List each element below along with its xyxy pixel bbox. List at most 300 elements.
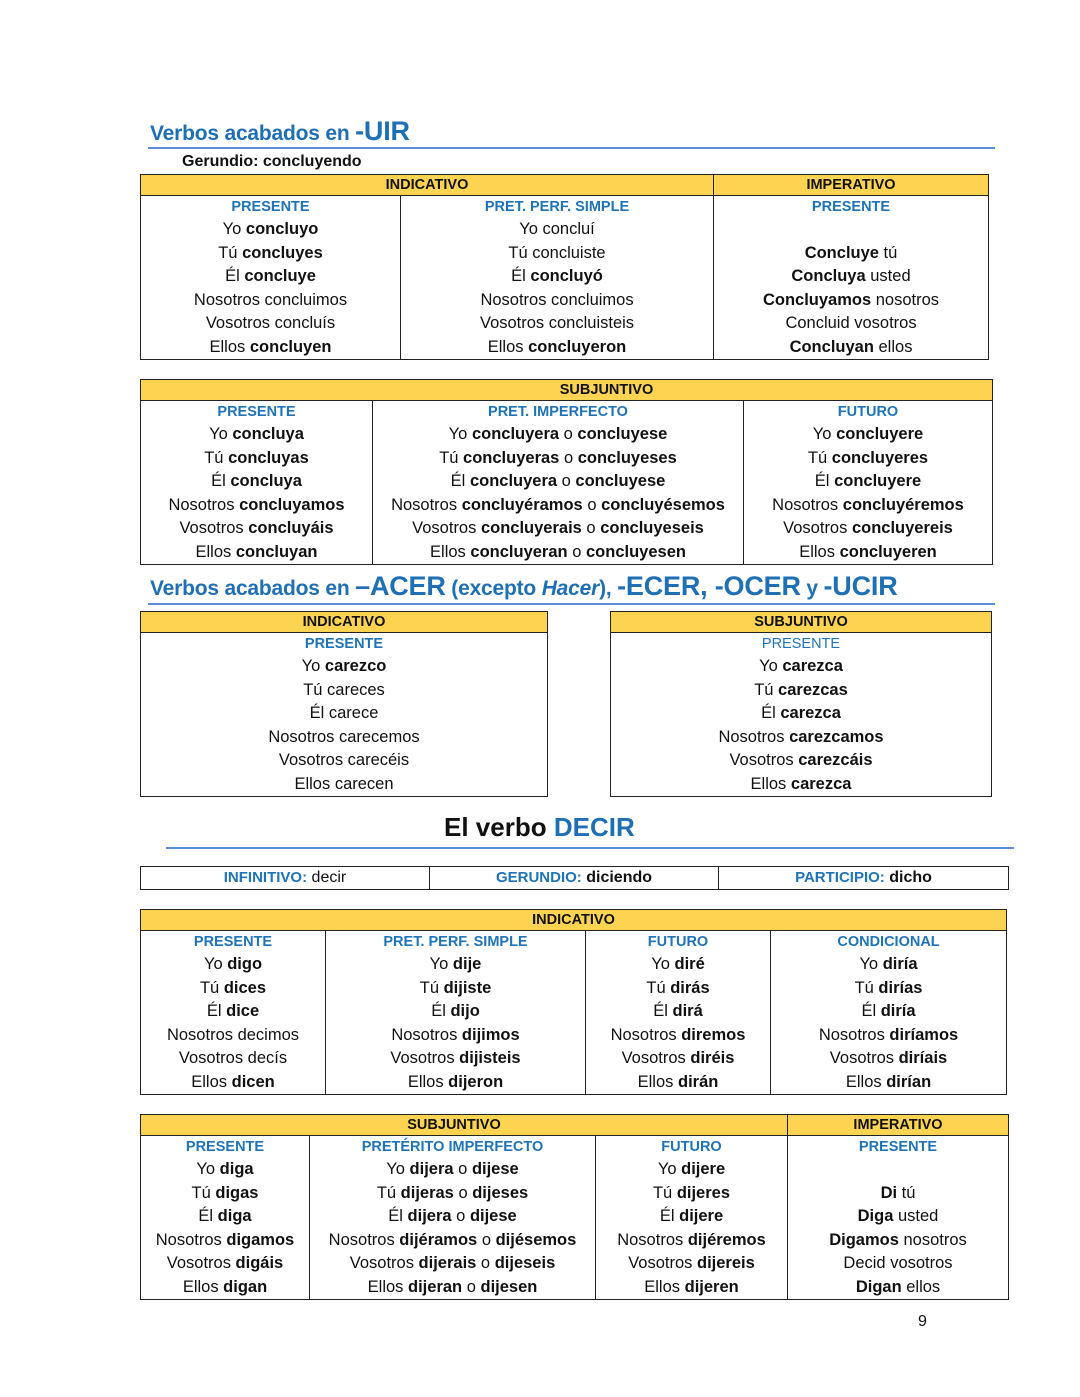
pronoun-text: Nosotros xyxy=(610,1025,682,1044)
gerundio-value: diciendo xyxy=(581,869,653,886)
pronoun-text: Nosotros concluimos xyxy=(480,290,634,309)
mood-header-indicativo: INDICATIVO xyxy=(141,910,1007,931)
pronoun-text: tú xyxy=(897,1183,916,1202)
title-except-close: ), xyxy=(599,577,618,600)
pronoun-text: Yo xyxy=(301,657,325,675)
blank-line xyxy=(714,218,988,242)
verb-form: dije xyxy=(452,955,482,973)
conjugation-line xyxy=(611,726,991,750)
verb-form: diré xyxy=(674,955,705,973)
verb-form: dijésemos xyxy=(495,1230,577,1249)
pronoun-text: Ellos xyxy=(799,542,840,561)
verb-form: diremos xyxy=(681,1025,746,1044)
verb-form: concluyese xyxy=(575,472,666,490)
pronoun-text: Tú xyxy=(376,1183,401,1202)
verb-form: concluyeras xyxy=(463,448,560,467)
verb-form: dijereis xyxy=(697,1254,755,1272)
pronoun-text: o xyxy=(451,1207,470,1225)
verb-form: dicen xyxy=(231,1072,275,1091)
pronoun-text: Yo xyxy=(448,425,472,443)
conjugation-line xyxy=(141,773,547,797)
conjugation-line xyxy=(326,977,585,1001)
verb-form: dijo xyxy=(450,1002,480,1020)
verb-form: Digamos xyxy=(829,1230,899,1249)
verb-form: dijeron xyxy=(448,1072,504,1091)
conjugation-line xyxy=(744,470,992,494)
verb-form: concluyáis xyxy=(248,519,334,537)
pronoun-text: Yo xyxy=(196,1160,220,1178)
pronoun-text: Nosotros xyxy=(391,495,462,514)
pronoun-text: Decid vosotros xyxy=(843,1254,953,1272)
gerundio-label: GERUNDIO: xyxy=(495,869,582,886)
conjugation-line xyxy=(788,1252,1008,1276)
verb-form: dirías xyxy=(878,978,923,997)
conjugation-line xyxy=(373,470,743,494)
pronoun-text: Ellos xyxy=(195,542,236,561)
verb-form: Concluye xyxy=(804,243,879,262)
conjugation-line xyxy=(141,289,400,313)
conjugation-line xyxy=(596,1182,787,1206)
section-title-acer xyxy=(150,571,898,602)
section-rule xyxy=(148,147,995,149)
pronoun-text: Él xyxy=(206,1002,227,1020)
mood-header-imperativo: IMPERATIVO xyxy=(788,1115,1009,1136)
conjugation-line xyxy=(611,773,991,797)
participio-value: dicho xyxy=(884,869,932,886)
verb-form: Concluya xyxy=(791,267,866,285)
pronoun-text: Yo xyxy=(859,955,883,973)
conjugation-line xyxy=(586,977,770,1001)
conjugation-line xyxy=(326,1071,585,1095)
conjugation-line xyxy=(141,977,325,1001)
pronoun-text: Yo xyxy=(812,425,837,443)
pronoun-text: o xyxy=(453,1160,472,1178)
conjugation-line xyxy=(586,1071,770,1095)
pronoun-text: Tú careces xyxy=(303,680,385,699)
mood-header-subjuntivo: SUBJUNTIVO xyxy=(611,612,992,633)
pronoun-text: ellos xyxy=(901,1277,941,1296)
tense-label: PRESENTE xyxy=(231,199,310,215)
conjugation-line xyxy=(401,218,713,242)
conjugation-line xyxy=(141,218,400,242)
pronoun-text: Nosotros xyxy=(617,1230,688,1249)
conjugation-line xyxy=(141,726,547,750)
pronoun-text: o xyxy=(559,425,578,443)
tense-column xyxy=(310,1136,596,1300)
pronoun-text: o xyxy=(582,495,602,514)
pronoun-text: o xyxy=(476,1254,495,1272)
pronoun-text: Ellos xyxy=(209,337,250,356)
pronoun-text: Tú xyxy=(199,978,224,997)
pronoun-text: Yo xyxy=(222,220,246,238)
conjugation-line xyxy=(141,494,372,518)
verb-form: concluyeron xyxy=(528,337,627,356)
conjugation-line xyxy=(310,1252,595,1276)
pronoun-text: Ellos xyxy=(191,1072,232,1091)
conjugation-line xyxy=(310,1182,595,1206)
title-prefix: Verbos acabados en xyxy=(150,577,356,600)
verb-form: dijere xyxy=(681,1160,726,1178)
verb-form: dijéremos xyxy=(687,1230,766,1249)
verb-form: dijeseis xyxy=(494,1254,556,1272)
pronoun-text: Vosotros xyxy=(729,751,799,769)
conjugation-line xyxy=(141,1276,309,1300)
verb-form: diría xyxy=(880,1002,916,1020)
conjugation-line xyxy=(373,541,743,565)
participio-label: PARTICIPIO: xyxy=(795,869,885,886)
conjugation-line xyxy=(141,423,372,447)
verb-form: concluyeseis xyxy=(600,519,704,537)
pronoun-text: Nosotros xyxy=(391,1025,462,1044)
section-rule xyxy=(166,847,1014,849)
pronoun-text: Él xyxy=(861,1002,881,1020)
verb-form: dirían xyxy=(886,1072,932,1091)
tense-label: PRESENTE xyxy=(217,404,296,420)
pronoun-text: Yo xyxy=(651,955,675,973)
pronoun-text: o xyxy=(559,448,578,467)
pronoun-text: o xyxy=(462,1277,481,1296)
pronoun-text: Yo xyxy=(657,1160,682,1178)
pronoun-text: Vosotros carecéis xyxy=(278,751,410,769)
conjugation-line xyxy=(586,1047,770,1071)
verb-form: concluyan xyxy=(235,542,318,561)
conjugation-line xyxy=(401,312,713,336)
verb-form: digo xyxy=(227,955,263,973)
verb-form: concluyes xyxy=(242,243,323,262)
conjugation-line xyxy=(310,1205,595,1229)
pronoun-text: Vosotros decís xyxy=(178,1049,288,1067)
pronoun-text: o xyxy=(477,1230,496,1249)
pronoun-text: Él xyxy=(653,1002,673,1020)
pronoun-text: Tú xyxy=(652,1183,677,1202)
verb-form: carezcáis xyxy=(798,751,873,769)
pronoun-text: o xyxy=(453,1183,473,1202)
pronoun-text: Yo xyxy=(386,1160,410,1178)
conjugation-line xyxy=(611,749,991,773)
uir-subjuntivo-table xyxy=(140,379,993,565)
conjugation-line xyxy=(714,312,988,336)
pronoun-text: Vosotros concluisteis xyxy=(479,314,635,332)
verb-form: carezcamos xyxy=(789,727,884,746)
conjugation-line xyxy=(596,1158,787,1182)
pronoun-text: Tú xyxy=(439,448,464,467)
mood-header-indicativo: INDICATIVO xyxy=(141,175,714,196)
pronoun-text: Él carece xyxy=(309,704,379,722)
conjugation-line xyxy=(141,1071,325,1095)
conjugation-line xyxy=(788,1182,1008,1206)
verb-form: concluyamos xyxy=(239,495,345,514)
conjugation-line xyxy=(744,423,992,447)
pronoun-text: Él xyxy=(450,472,470,490)
pronoun-text: Vosotros xyxy=(621,1049,691,1067)
verb-form: concluyese xyxy=(577,425,668,443)
verb-form: digan xyxy=(223,1277,268,1296)
infinitivo-cell xyxy=(141,867,430,890)
tense-column xyxy=(326,931,586,1095)
pronoun-text: nosotros xyxy=(871,290,940,309)
pronoun-text: Ellos xyxy=(407,1072,449,1091)
tense-label: FUTURO xyxy=(647,934,709,950)
verb-form: concluyó xyxy=(530,267,603,285)
conjugation-line xyxy=(771,1000,1006,1024)
verb-form: dijese xyxy=(471,1160,519,1178)
conjugation-line xyxy=(373,423,743,447)
pronoun-text: Yo xyxy=(429,955,453,973)
title-except-word: Hacer xyxy=(541,577,600,600)
verb-form: concluyeren xyxy=(839,542,937,561)
tense-label: PRETÉRITO IMPERFECTO xyxy=(361,1139,544,1155)
verb-form: dijera xyxy=(409,1160,454,1178)
conjugation-line xyxy=(141,1182,309,1206)
verb-form: concluyésemos xyxy=(601,495,725,514)
conjugation-line xyxy=(611,679,991,703)
tense-column xyxy=(141,633,548,797)
conjugation-line xyxy=(141,702,547,726)
verb-form: diréis xyxy=(690,1049,735,1067)
pronoun-text: Él xyxy=(198,1207,218,1225)
conjugation-line xyxy=(326,953,585,977)
mood-header-imperativo: IMPERATIVO xyxy=(714,175,989,196)
acer-subjuntivo-table xyxy=(610,611,992,797)
tense-label: PRESENTE xyxy=(185,1139,265,1155)
conjugation-line xyxy=(141,541,372,565)
pronoun-text: Vosotros xyxy=(829,1049,899,1067)
pronoun-text: Él xyxy=(511,267,531,285)
pronoun-text: nosotros xyxy=(898,1230,967,1249)
pronoun-text: Tú xyxy=(646,978,671,997)
pronoun-text: Nosotros xyxy=(772,495,843,514)
verb-form: dijéramos xyxy=(399,1230,478,1249)
pronoun-text: Ellos xyxy=(367,1277,409,1296)
conjugation-line xyxy=(141,242,400,266)
conjugation-line xyxy=(373,447,743,471)
verb-form: digas xyxy=(215,1183,259,1202)
tense-label: PRET. PERF. SIMPLE xyxy=(484,199,630,215)
pronoun-text: Ellos xyxy=(182,1277,224,1296)
gerundio-label: Gerundio: concluyendo xyxy=(182,153,362,170)
pronoun-text: Nosotros xyxy=(818,1025,890,1044)
tense-column xyxy=(586,931,771,1095)
conjugation-line xyxy=(714,289,988,313)
conjugation-line xyxy=(771,1024,1006,1048)
pronoun-text: Tú xyxy=(218,243,243,262)
pronoun-text: Tú xyxy=(807,448,832,467)
tense-label: CONDICIONAL xyxy=(837,934,940,950)
conjugation-line xyxy=(771,1071,1006,1095)
verb-form: concluyeres xyxy=(831,448,929,467)
pronoun-text: usted xyxy=(893,1207,939,1225)
verb-form: dirás xyxy=(670,978,710,997)
verb-form: concluyéremos xyxy=(842,495,964,514)
pronoun-text: Tú xyxy=(191,1183,216,1202)
pronoun-text: Tú xyxy=(419,978,444,997)
tense-column xyxy=(373,401,744,565)
pronoun-text: Él xyxy=(659,1207,680,1225)
tense-label: PRET. IMPERFECTO xyxy=(488,404,628,420)
verb-form: concluyo xyxy=(245,220,319,238)
section-title-uir xyxy=(150,116,410,147)
pronoun-text: o xyxy=(567,542,586,561)
conjugation-line xyxy=(788,1276,1008,1300)
decir-subjuntivo-imperativo-table xyxy=(140,1114,1009,1300)
verb-form: concluya xyxy=(232,425,304,443)
pronoun-text: Él xyxy=(388,1207,408,1225)
verb-form: Concluyan xyxy=(789,337,874,356)
page-number: 9 xyxy=(918,1313,927,1330)
verb-form: dijera xyxy=(407,1207,452,1225)
verb-form: carezca xyxy=(780,704,841,722)
verb-form: dijimos xyxy=(461,1025,520,1044)
pronoun-text: Vosotros xyxy=(179,519,249,537)
conjugation-line xyxy=(714,242,988,266)
verb-form: concluyéramos xyxy=(461,495,583,514)
pronoun-text: Tú concluiste xyxy=(508,243,606,262)
title-prefix: Verbos acabados en xyxy=(150,122,356,145)
tense-label: PRESENTE xyxy=(858,1139,938,1155)
tense-label: PRESENTE xyxy=(304,636,384,652)
verb-form: dijese xyxy=(469,1207,517,1225)
participio-cell xyxy=(719,867,1009,890)
pronoun-text: Nosotros xyxy=(155,1230,227,1249)
pronoun-text: Yo concluí xyxy=(519,220,595,238)
title-acer: –ACER xyxy=(355,571,446,601)
conjugation-line xyxy=(310,1276,595,1300)
conjugation-line xyxy=(310,1158,595,1182)
verb-form: diga xyxy=(219,1160,254,1178)
verb-form: dijeses xyxy=(472,1183,529,1202)
conjugation-line xyxy=(141,1205,309,1229)
verb-form: concluye xyxy=(244,267,316,285)
pronoun-text: Él xyxy=(211,472,231,490)
title-ucir: -UCIR xyxy=(823,571,898,601)
pronoun-text: Vosotros xyxy=(783,519,852,537)
pronoun-text: Vosotros xyxy=(349,1254,419,1272)
pronoun-text: Concluid vosotros xyxy=(785,314,917,332)
verb-form: concluyereis xyxy=(851,519,953,537)
infinitivo-label: INFINITIVO: xyxy=(223,869,308,886)
conjugation-line xyxy=(141,953,325,977)
conjugation-line xyxy=(141,336,400,360)
acer-indicativo-table xyxy=(140,611,548,797)
mood-header-subjuntivo: SUBJUNTIVO xyxy=(141,1115,788,1136)
verb-form: dijeras xyxy=(400,1183,454,1202)
tense-label: FUTURO xyxy=(661,1139,722,1155)
tense-column xyxy=(401,196,714,360)
verb-form: dijisteis xyxy=(459,1049,521,1067)
conjugation-line xyxy=(401,265,713,289)
tense-label: PRESENTE xyxy=(193,934,273,950)
tense-label: PRESENTE xyxy=(761,636,841,652)
conjugation-line xyxy=(596,1229,787,1253)
tense-column xyxy=(141,931,326,1095)
tense-column xyxy=(141,1136,310,1300)
verb-form: concluyere xyxy=(834,472,922,490)
verb-form: Concluyamos xyxy=(762,290,872,309)
verb-form: dijeres xyxy=(676,1183,731,1202)
verb-form: carezca xyxy=(782,657,843,675)
conjugation-line xyxy=(771,977,1006,1001)
tense-column xyxy=(771,931,1007,1095)
tense-column xyxy=(788,1136,1009,1300)
pronoun-text: Ellos xyxy=(644,1277,685,1296)
pronoun-text: Ellos xyxy=(637,1072,678,1091)
verb-form: dirá xyxy=(672,1002,703,1020)
verb-form: dirán xyxy=(678,1072,719,1091)
conjugation-line xyxy=(141,655,547,679)
conjugation-line xyxy=(611,655,991,679)
verb-form: concluyeran xyxy=(470,542,568,561)
verb-form: dijeran xyxy=(408,1277,463,1296)
pronoun-text: Tú xyxy=(204,448,229,467)
verb-form: diríamos xyxy=(889,1025,959,1044)
verb-form: dices xyxy=(223,978,267,997)
pronoun-text: Ellos xyxy=(845,1072,887,1091)
verb-form: concluya xyxy=(230,472,302,490)
pronoun-text: o xyxy=(581,519,601,537)
conjugation-line xyxy=(141,679,547,703)
blank-line xyxy=(788,1158,1008,1182)
conjugation-line xyxy=(714,265,988,289)
title-verb: DECIR xyxy=(553,812,635,842)
tense-label: PRESENTE xyxy=(811,199,891,215)
verb-form: carezcas xyxy=(778,680,848,699)
conjugation-line xyxy=(401,289,713,313)
pronoun-text: Yo xyxy=(759,657,783,675)
conjugation-line xyxy=(586,1024,770,1048)
pronoun-text: Nosotros xyxy=(168,495,240,514)
verb-form: dijeren xyxy=(684,1277,739,1296)
verb-form: Di xyxy=(880,1183,898,1202)
title-rest: -ECER, -OCER xyxy=(617,571,801,601)
conjugation-line xyxy=(141,749,547,773)
conjugation-line xyxy=(744,517,992,541)
pronoun-text: Yo xyxy=(209,425,233,443)
pronoun-text: Ellos xyxy=(487,337,529,356)
conjugation-line xyxy=(771,953,1006,977)
verb-form: dijere xyxy=(679,1207,724,1225)
tense-column xyxy=(141,401,373,565)
decir-forms-table xyxy=(140,866,1009,890)
conjugation-line xyxy=(744,494,992,518)
pronoun-text: Ellos xyxy=(430,542,471,561)
verb-form: diría xyxy=(882,955,918,973)
conjugation-line xyxy=(141,1229,309,1253)
pronoun-text: Nosotros xyxy=(328,1230,400,1249)
conjugation-line xyxy=(586,1000,770,1024)
verb-form: concluyere xyxy=(836,425,924,443)
verb-form: Digan xyxy=(855,1277,902,1296)
tense-label: PRET. PERF. SIMPLE xyxy=(383,934,528,950)
pronoun-text: Ellos carecen xyxy=(294,774,394,793)
title-prefix: El verbo xyxy=(444,812,554,842)
section-rule xyxy=(148,603,995,605)
conjugation-line xyxy=(586,953,770,977)
pronoun-text: Ellos xyxy=(750,774,791,793)
conjugation-line xyxy=(373,517,743,541)
verb-form: Diga xyxy=(857,1207,894,1225)
conjugation-line xyxy=(401,242,713,266)
verb-form: concluyesen xyxy=(585,542,686,561)
conjugation-line xyxy=(326,1047,585,1071)
title-y: y xyxy=(800,577,824,600)
conjugation-line xyxy=(373,494,743,518)
uir-indicativo-imperativo-table xyxy=(140,174,989,360)
pronoun-text: Tú xyxy=(754,680,779,699)
pronoun-text: Él xyxy=(761,704,781,722)
conjugation-line xyxy=(141,1252,309,1276)
verb-form: diríais xyxy=(898,1049,948,1067)
mood-header-subjuntivo: SUBJUNTIVO xyxy=(141,380,993,401)
